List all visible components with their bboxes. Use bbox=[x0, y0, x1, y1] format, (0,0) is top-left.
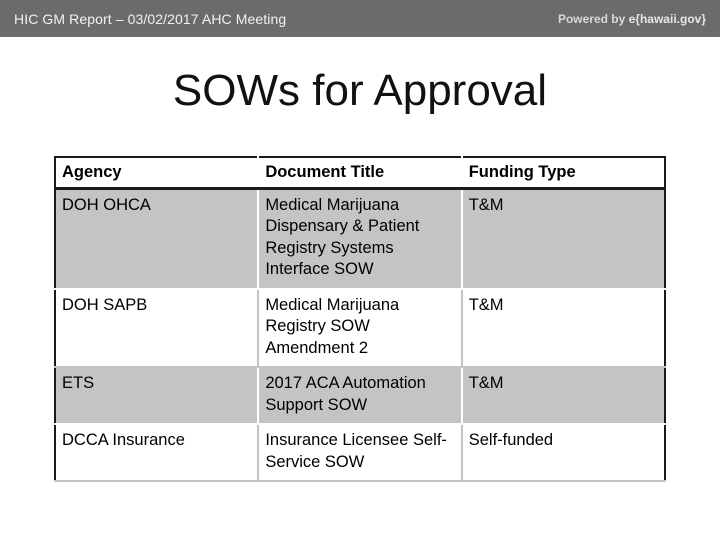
header-bar bbox=[0, 0, 720, 37]
sow-table bbox=[54, 156, 666, 482]
table-row bbox=[55, 289, 665, 368]
powered-by-prefix: Powered by bbox=[557, 11, 629, 26]
funding-type-cell: T&M bbox=[462, 188, 665, 289]
powered-by-logo bbox=[558, 12, 706, 26]
funding-type-cell: Self-funded bbox=[462, 424, 665, 481]
document-title-cell: Medical Marijuana Registry SOW Amendment 2 bbox=[258, 289, 461, 368]
table-header-row bbox=[55, 157, 665, 188]
document-title-cell: Insurance Licensee Self-Service SOW bbox=[258, 424, 461, 481]
table-row bbox=[55, 424, 665, 481]
table-row bbox=[55, 367, 665, 424]
report-label: HIC GM Report – 03/02/2017 AHC Meeting bbox=[14, 10, 287, 27]
brand-logo-text: e{hawaii.gov} bbox=[628, 11, 706, 26]
agency-cell: DCCA Insurance bbox=[55, 424, 258, 481]
funding-type-cell: T&M bbox=[462, 289, 665, 368]
agency-cell: DOH SAPB bbox=[55, 289, 258, 368]
slide-title: SOWs for Approval bbox=[172, 66, 548, 115]
document-title-cell: 2017 ACA Automation Support SOW bbox=[258, 367, 461, 424]
document-title-cell: Medical Marijuana Dispensary & Patient Registry Systems Interface SOW bbox=[258, 188, 461, 289]
table-row bbox=[55, 188, 665, 289]
column-header-document-title: Document Title bbox=[258, 157, 461, 188]
funding-type-cell: T&M bbox=[462, 367, 665, 424]
agency-cell: DOH OHCA bbox=[55, 188, 258, 289]
column-header-agency: Agency bbox=[55, 157, 258, 188]
column-header-funding-type: Funding Type bbox=[462, 157, 665, 188]
agency-cell: ETS bbox=[55, 367, 258, 424]
